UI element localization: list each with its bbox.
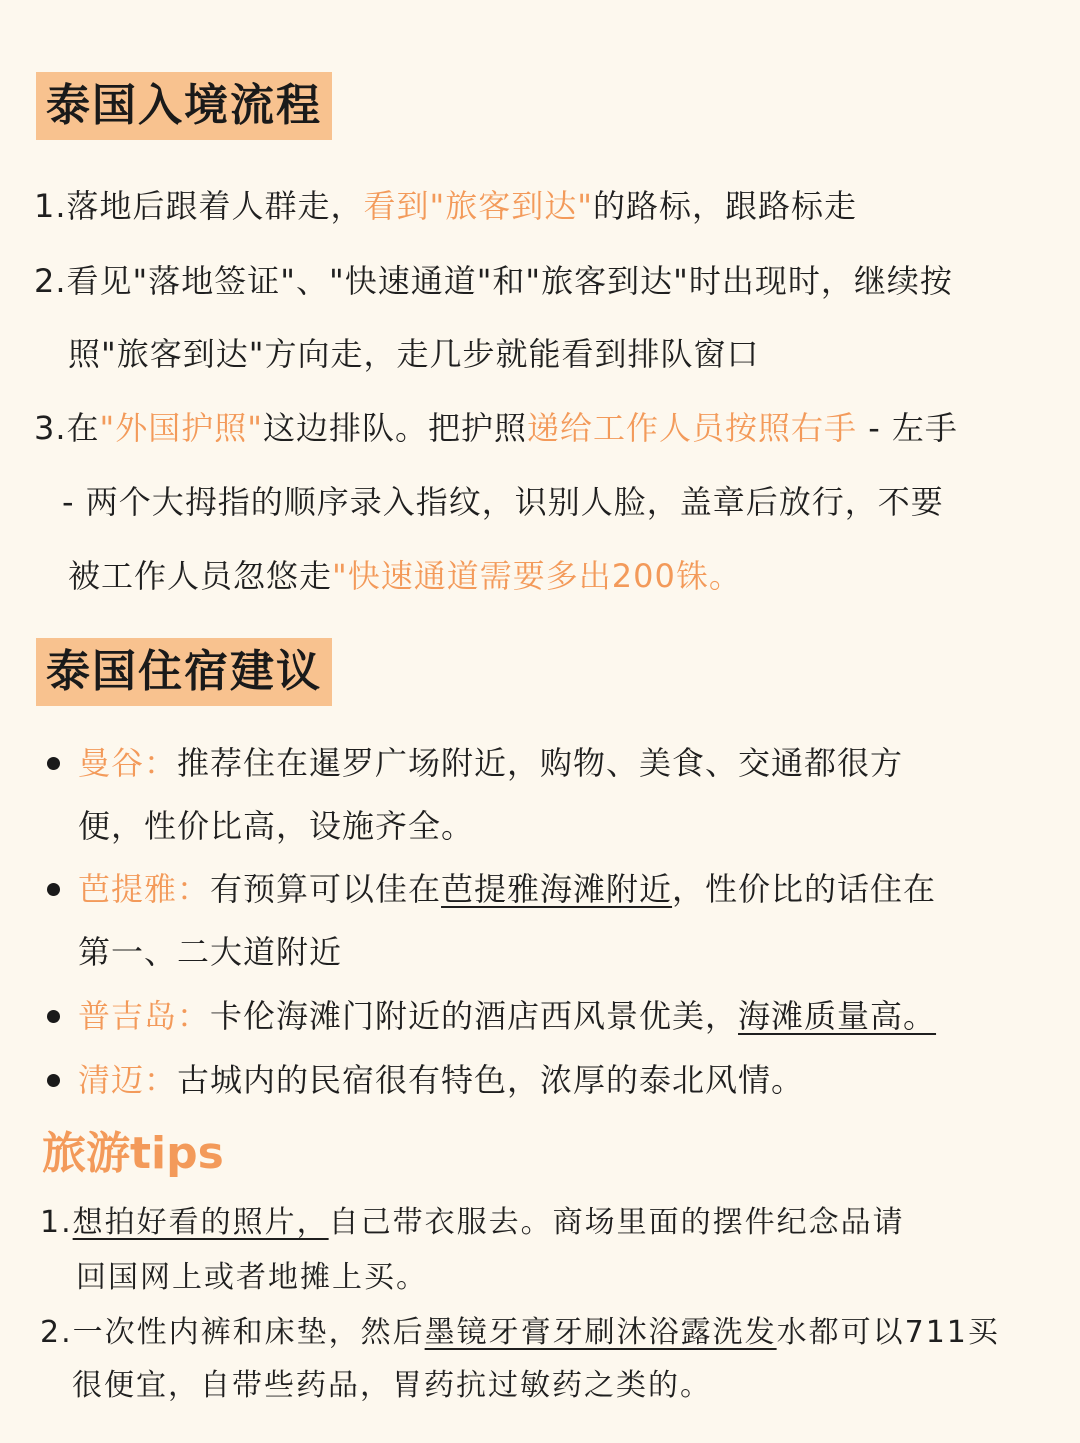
lodging-item-bangkok xyxy=(78,743,903,783)
text-segment: 1.落地后跟着人群走， xyxy=(34,187,364,225)
bullet-dot xyxy=(47,883,60,896)
entry-step-3-cont-2 xyxy=(68,556,742,596)
text-segment: 卡伦海滩门附近的酒店西风景优美， xyxy=(210,997,739,1035)
lodging-item-chiangmai xyxy=(78,1060,804,1100)
text-segment: 推荐住在暹罗广场附近，购物、美食、交通都很方 xyxy=(177,744,904,782)
highlight-text: 芭提雅： xyxy=(78,870,211,908)
lodging-item-pattaya xyxy=(78,869,936,909)
bullet-dot xyxy=(47,1010,60,1023)
text-segment: 的路标，跟路标走 xyxy=(593,187,858,225)
text-segment: 这边排队。把护照 xyxy=(263,409,528,447)
lodging-item-pattaya-cont xyxy=(78,932,342,972)
text-segment: 2.看见"落地签证"、"快速通道"和"旅客到达"时出现时，继续按 xyxy=(34,262,953,300)
lodging-item-bangkok-cont xyxy=(78,806,474,846)
text-segment: 水都可以711买 xyxy=(776,1315,1000,1350)
highlight-text: 看到"旅客到达" xyxy=(363,187,593,225)
bullet-dot xyxy=(47,1074,60,1087)
text-segment: 被工作人员忽悠走 xyxy=(68,557,333,595)
text-segment: 3.在 xyxy=(34,409,100,447)
tip-item-1-cont xyxy=(76,1258,428,1298)
text-segment: 1. xyxy=(40,1205,73,1240)
text-segment: 有预算可以佳在 xyxy=(210,870,442,908)
text-segment: - 两个大拇指的顺序录入指纹，识别人脸，盖章后放行，不要 xyxy=(62,483,944,521)
entry-step-2 xyxy=(34,261,953,301)
text-segment: - 左手 xyxy=(857,409,958,447)
highlight-text: 普吉岛： xyxy=(78,997,211,1035)
text-segment: 2.一次性内裤和床垫，然后 xyxy=(40,1315,425,1350)
text-segment: 第一、二大道附近 xyxy=(78,933,343,971)
underlined-text: 芭提雅海滩附近 xyxy=(441,870,673,908)
highlight-text: 曼谷： xyxy=(78,744,178,782)
text-segment: 照"旅客到达"方向走，走几步就能看到排队窗口 xyxy=(68,335,760,373)
tip-item-2 xyxy=(40,1313,1000,1353)
entry-section-heading: 泰国入境流程 xyxy=(36,72,332,140)
bullet-dot xyxy=(47,757,60,770)
text-segment: 古城内的民宿很有特色，浓厚的泰北风情。 xyxy=(177,1061,805,1099)
text-segment: 便，性价比高，设施齐全。 xyxy=(78,807,475,845)
text-segment: 自己带衣服去。商场里面的摆件纪念品请 xyxy=(328,1205,905,1240)
highlight-text: "快速通道需要多出200铢。 xyxy=(332,557,742,595)
entry-step-2-cont xyxy=(68,334,759,374)
highlight-text: 递给工作人员按照右手 xyxy=(527,409,858,447)
underlined-text: 墨镜牙膏牙刷沐浴露洗发 xyxy=(424,1315,777,1350)
tip-item-1 xyxy=(40,1203,905,1243)
highlight-text: 清迈： xyxy=(78,1061,178,1099)
lodging-item-phuket xyxy=(78,996,936,1036)
underlined-text: 海滩质量高。 xyxy=(738,997,937,1035)
underlined-text: 想拍好看的照片， xyxy=(72,1205,329,1240)
entry-step-3-cont-1 xyxy=(62,482,944,522)
text-segment: 很便宜，自带些药品，胃药抗过敏药之类的。 xyxy=(72,1368,712,1403)
lodging-section-heading: 泰国住宿建议 xyxy=(36,638,332,706)
entry-step-1 xyxy=(34,186,857,226)
text-segment: ，性价比的话住在 xyxy=(672,870,937,908)
highlight-text: "外国护照" xyxy=(99,409,263,447)
entry-step-3 xyxy=(34,408,958,448)
tips-section-heading: 旅游tips xyxy=(42,1128,224,1179)
tip-item-2-cont xyxy=(72,1366,712,1406)
text-segment: 回国网上或者地摊上买。 xyxy=(76,1260,428,1295)
